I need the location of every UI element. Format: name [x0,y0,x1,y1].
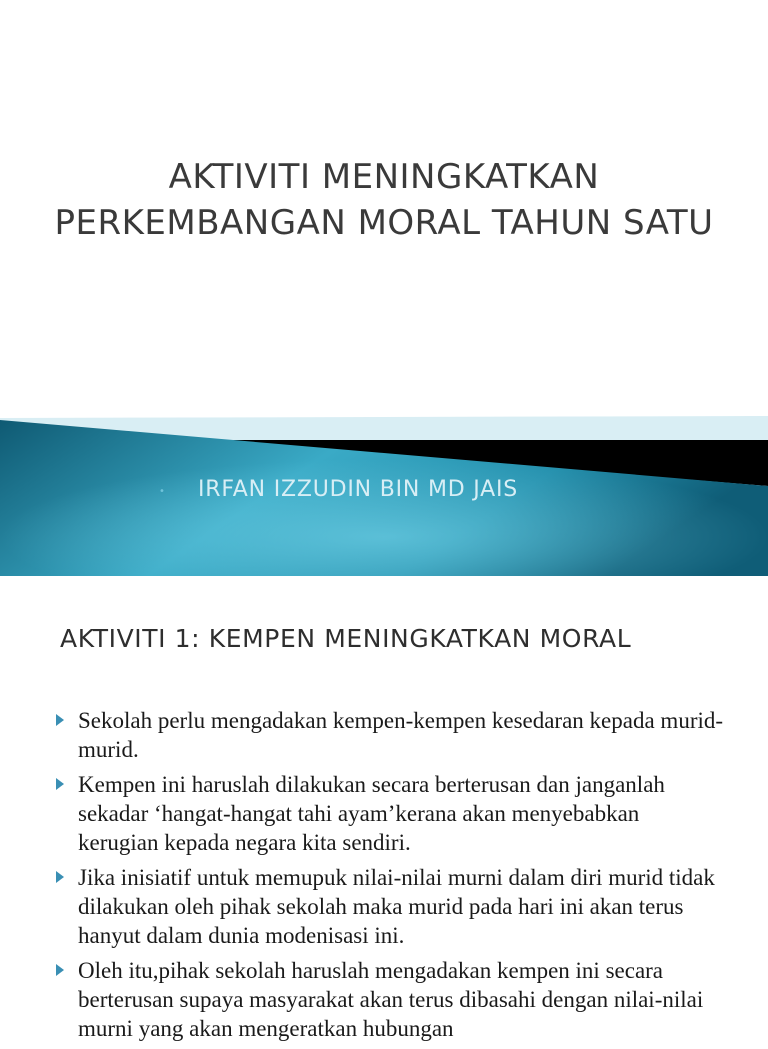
slide-title: AKTIVITI MENINGKATKAN PERKEMBANGAN MORAL TAHUN SATU [54,157,714,243]
right-triangle-icon [56,871,64,883]
slide-heading: AKTIVITI 1: KEMPEN MENINGKATKAN MORAL [60,624,632,653]
list-item [56,706,724,764]
bullet-text: Oleh itu,pihak sekolah haruslah mengadakan kempen ini secara berterusan supaya masyarakat akan terus dibasahi dengan nilai-nilai murni yang akan mengeratkan hubungan [78,958,704,1041]
bullet-dot-icon: • [159,486,165,497]
bullet-text: Sekolah perlu mengadakan kempen-kempen kesedaran kepada murid-murid. [78,708,724,762]
content-slide [0,576,768,1041]
author-name: IRFAN IZZUDIN BIN MD JAIS [198,477,519,502]
bullet-text: Jika inisiatif untuk memupuk nilai-nilai murni dalam diri murid tidak dilakukan oleh pihak sekolah maka murid pada hari ini akan terus hanyut dalam dunia modenisasi ini. [78,865,715,948]
list-item [56,863,724,950]
right-triangle-icon [56,778,64,790]
right-triangle-icon [56,964,64,976]
right-triangle-icon [56,714,64,726]
list-item [56,770,724,857]
bullet-text: Kempen ini haruslah dilakukan secara berterusan dan janganlah sekadar ‘hangat-hangat tahi ayam’kerana akan menyebabkan kerugian kepada negara kita sendiri. [78,772,665,855]
list-item [56,956,724,1043]
bullet-list [56,706,724,1049]
